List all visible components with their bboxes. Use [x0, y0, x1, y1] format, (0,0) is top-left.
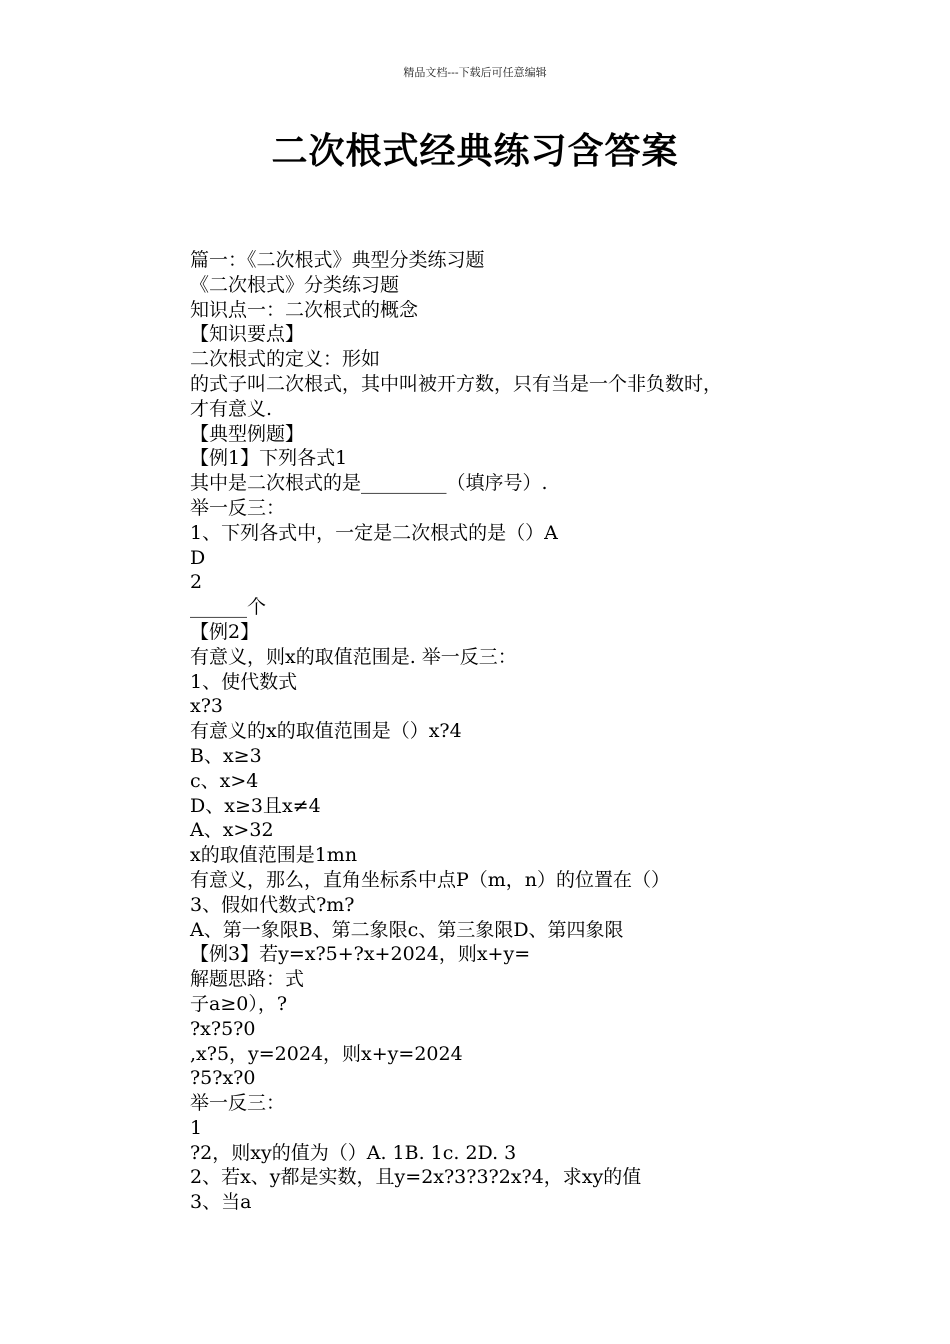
text-line: 有意义的x的取值范围是（）x?4: [190, 720, 462, 743]
text-line: 举一反三：: [190, 496, 286, 519]
text-line: 有意义，那么，直角坐标系中点P（m，n）的位置在（）: [190, 868, 671, 891]
text-line: 1: [190, 1116, 203, 1139]
text-line: 【例2】: [190, 620, 260, 643]
text-line: A、x>32: [190, 819, 274, 842]
document-title: 二次根式经典练习含答案: [271, 130, 679, 172]
text-line: 【知识要点】: [190, 323, 305, 346]
text-line: 二次根式的定义：形如: [190, 348, 381, 371]
text-line: ,x?5，y=2024，则x+y=2024: [190, 1042, 463, 1065]
text-line: ?x?5?0: [190, 1017, 256, 1040]
text-line: 子a≥0），?: [190, 992, 288, 1015]
text-line: x?3: [190, 695, 223, 718]
text-line: 【例3】若y=x?5+?x+2024，则x+y=: [190, 943, 531, 966]
text-line: x的取值范围是1mn: [190, 844, 358, 867]
text-line: 3、当a: [190, 1191, 252, 1214]
text-line: ?5?x?0: [190, 1067, 256, 1090]
text-line: ?2，则xy的值为（）A. 1B. 1c. 2D. 3: [190, 1141, 517, 1164]
text-line: D: [190, 546, 206, 569]
text-line: A、第一象限B、第二象限c、第三象限D、第四象限: [190, 918, 624, 941]
text-line: 1、下列各式中，一定是二次根式的是（）A: [190, 521, 558, 544]
text-line: 其中是二次根式的是_________（填序号）.: [190, 472, 548, 495]
text-line: 【例1】下列各式1: [190, 447, 348, 470]
text-line: 有意义，则x的取值范围是. 举一反三：: [190, 645, 517, 668]
text-line: 篇一：《二次根式》典型分类练习题: [190, 249, 485, 271]
text-line: c、x>4: [190, 769, 259, 792]
text-line: 才有意义.: [190, 397, 273, 420]
text-line: 《二次根式》分类练习题: [190, 273, 400, 296]
document-body: [190, 248, 830, 1215]
text-line: 3、假如代数式?m?: [190, 893, 355, 916]
text-line: 举一反三：: [190, 1092, 286, 1115]
text-line: 2、若x、y都是实数，且y=2x?3?3?2x?4，求xy的值: [190, 1166, 642, 1189]
text-line: 知识点一：二次根式的概念: [190, 298, 419, 321]
text-line: 的式子叫二次根式，其中叫被开方数，只有当是一个非负数时，: [190, 372, 723, 395]
text-line: D、x≥3且x≠4: [190, 794, 321, 817]
text-line: 2: [190, 571, 203, 594]
text-line: ______个: [190, 596, 267, 619]
text-line: 解题思路：式: [190, 968, 305, 991]
text-line: 【典型例题】: [190, 422, 305, 445]
page-header: 精品文档---下载后可任意编辑: [403, 66, 547, 79]
text-line: B、x≥3: [190, 744, 262, 767]
text-line: 1、使代数式: [190, 670, 298, 693]
